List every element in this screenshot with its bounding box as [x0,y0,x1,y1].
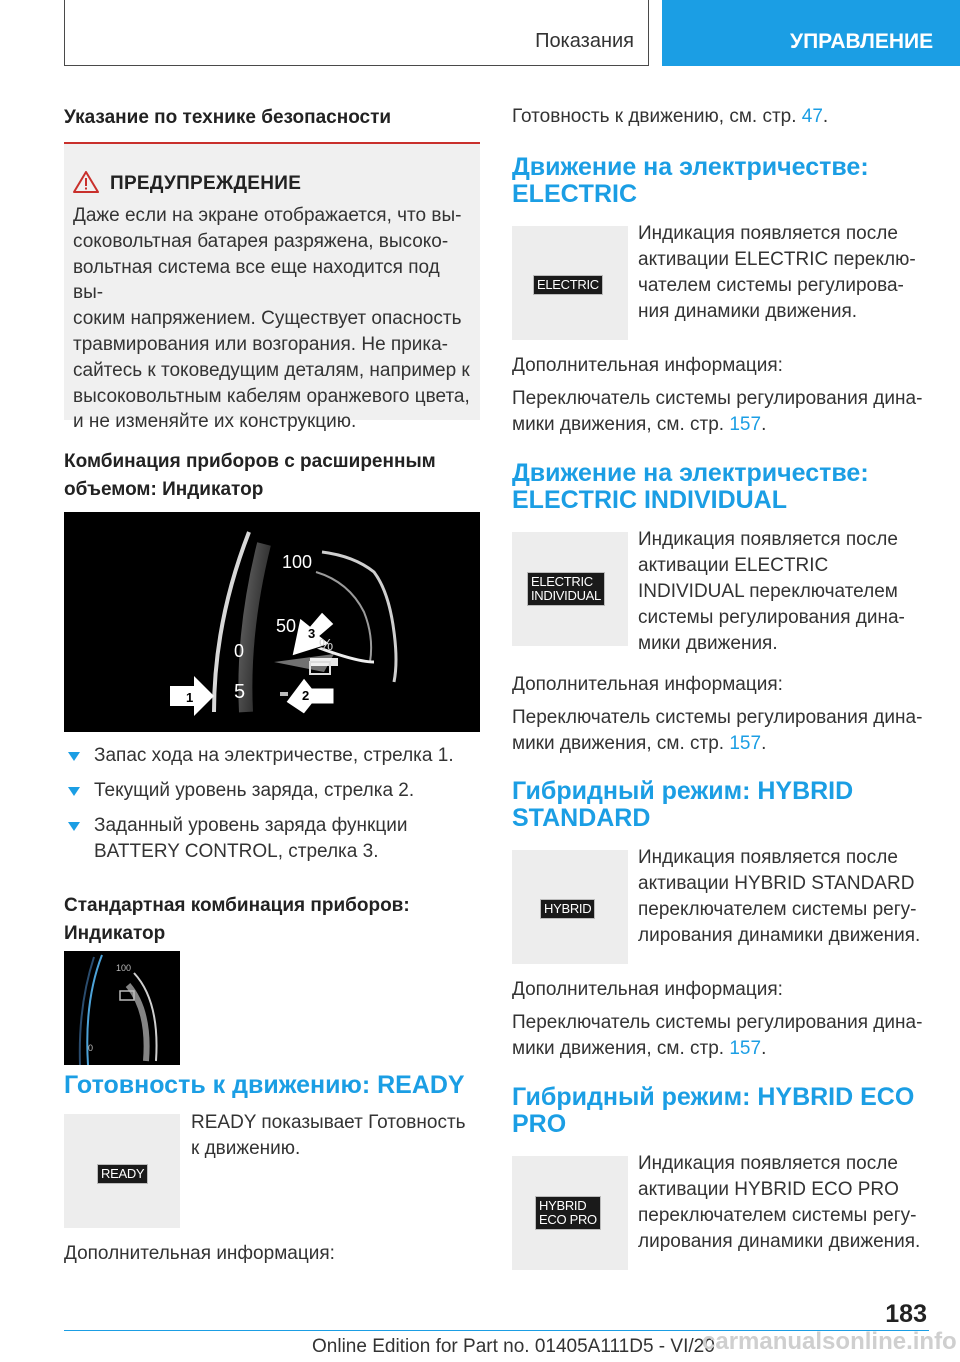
page-link-157[interactable]: 157 [729,414,762,435]
cluster-arrow-3-label: 3 [308,626,316,641]
bullet-triangle-icon [68,822,80,831]
header-section-box [64,0,649,66]
hybrid-more-info: Дополнительная информация: [512,979,783,1000]
cluster-percent: % [319,637,334,654]
individual-badge-line: INDIVIDUAL [531,588,601,603]
cluster-speed-0: 0 [234,641,245,661]
electric-individual-heading [512,460,869,514]
hybrid-eco-pro-badge [535,1196,601,1230]
individual-text-line: системы регулирования дина- [638,607,905,628]
hybrid-heading-line: STANDARD [512,804,651,832]
electric-text-line: ния динамики движения. [638,301,858,322]
electric-heading [512,154,869,208]
standard-cluster-image [64,951,180,1065]
ready-text-line: READY показывает Готовность [191,1112,466,1133]
individual-more-info: Дополнительная информация: [512,674,783,695]
cluster-arrow-1-label: 1 [186,690,194,705]
small-cluster-100: 100 [116,963,132,973]
warning-text [73,203,475,435]
list-item-text: Запас хода на электричестве, стрелка 1. [94,745,454,766]
page-link-157[interactable]: 157 [729,1038,762,1059]
switch-reference-line: мики движения, см. стр. [512,1038,730,1059]
list-item [64,778,480,804]
extended-cluster-image [64,512,480,732]
electric-text-line: Индикация появляется после [638,223,898,244]
period: . [761,1038,767,1059]
electric-indicator-tile [512,226,628,340]
hybrid-eco-pro-text [638,1151,920,1255]
cluster-range: 5 [234,681,246,703]
header-section-title: Показания [535,30,634,52]
individual-text-line: Индикация появляется после [638,529,898,550]
electric-text-line: чателем системы регулирова- [638,275,904,296]
switch-reference-line: Переключатель системы регулирования дина- [512,1012,923,1033]
electric-individual-tile [512,532,628,646]
electric-heading-line: ELECTRIC [512,180,637,208]
combo-heading-line: объемом: Индикатор [64,479,264,500]
small-gauge-graphic [64,951,180,1065]
hybrid-text-line: Индикация появляется после [638,847,898,868]
hybrid-text-line: переключателем системы регу- [638,899,917,920]
hybrid-switch-reference [512,1010,922,1062]
list-item-text: BATTERY CONTROL, стрелка 3. [94,841,379,862]
footer-edition: Online Edition for Part no. 01405A111D5 - VI/20 [312,1336,715,1357]
safety-heading: Указание по технике безопасности [64,107,392,128]
eco-text-line: активации HYBRID ECO PRO [638,1179,899,1200]
ready-heading: Готовность к движению: READY [64,1071,465,1099]
eco-text-line: лирования динамики движения. [638,1231,921,1252]
cluster-speed-100: 100 [282,552,313,572]
hybrid-text-line: активации HYBRID STANDARD [638,873,915,894]
hybrid-badge: HYBRID [540,899,595,919]
list-item [64,813,480,865]
warning-line: травмирования или возгорания. Не прика- [73,333,449,355]
eco-heading-line: PRO [512,1110,567,1138]
left-more-info: Дополнительная информация: [64,1243,335,1264]
electric-badge: ELECTRIC [533,275,603,295]
ready-badge: READY [97,1164,148,1184]
warning-line: и не изменяйте их конструкцию. [73,411,357,433]
warning-line: сайтесь к токоведущим деталям, например к [73,359,470,381]
ready-text-line: к движению. [191,1138,301,1159]
combo-heading-line: Комбинация приборов с расширенным [64,451,436,472]
std-heading-line: Стандартная комбинация приборов: [64,895,410,916]
ready-indicator-tile [64,1114,180,1228]
hybrid-indicator-tile [512,850,628,964]
warning-line: высоковольтным кабелям оранжевого цвета, [73,385,470,407]
list-item [64,743,480,769]
warning-title: ПРЕДУПРЕЖДЕНИЕ [110,173,302,194]
list-item-text: Заданный уровень заряда функции [94,815,408,836]
eco-heading-line: Гибридный режим: HYBRID ECO [512,1083,915,1111]
warning-line: соким напряжением. Существует опасность [73,308,462,330]
switch-reference-line: мики движения, см. стр. [512,733,730,754]
electric-text [638,221,916,325]
individual-text-line: INDIVIDUAL переключателем [638,581,898,602]
warning-triangle-icon [73,171,99,193]
individual-text-line: активации ELECTRIC [638,555,829,576]
warning-line: вольтная система все еще находится под вы- [73,256,440,304]
hybrid-text [638,845,920,949]
electric-individual-text [638,527,905,657]
hybrid-eco-pro-tile [512,1156,628,1270]
cluster-arrow-2-label: 2 [302,688,310,703]
period: . [761,414,767,435]
switch-reference-line: Переключатель системы регулирования дина- [512,388,923,409]
combo-heading [64,448,436,504]
watermark: carmanualsonline.info [702,1328,957,1355]
individual-heading-line: Движение на электричестве: [512,459,869,487]
page-link-47[interactable]: 47 [801,106,823,127]
header-chapter-tab: УПРАВЛЕНИЕ [662,0,960,66]
period: . [761,733,767,754]
std-heading-line: Индикатор [64,923,166,944]
switch-reference-line: Переключатель системы регулирования дина- [512,707,923,728]
ready-text [191,1110,466,1162]
page-number: 183 [885,1300,927,1328]
cluster-speed-50: 50 [276,616,297,636]
warning-box [64,142,480,433]
electric-heading-line: Движение на электричестве: [512,153,869,181]
switch-reference-line: мики движения, см. стр. [512,414,730,435]
list-item-text: Текущий уровень заряда, стрелка 2. [94,780,415,801]
ready-reference [512,104,828,130]
warning-line: соковольтная батарея разряжена, высоко- [73,230,449,252]
eco-badge-line: ECO PRO [539,1212,597,1227]
ready-reference-text: Готовность к движению, см. стр. [512,106,802,127]
eco-text-line: переключателем системы регу- [638,1205,917,1226]
bullet-triangle-icon [68,787,80,796]
hybrid-heading-line: Гибридный режим: HYBRID [512,777,854,805]
cluster-legend-list [64,743,480,874]
electric-individual-badge [527,572,605,606]
page-link-157[interactable]: 157 [729,733,762,754]
individual-badge-line: ELECTRIC [531,574,593,589]
individual-text-line: мики движения. [638,633,778,654]
period: . [822,106,829,127]
warning-line: Даже если на экране отображается, что вы- [73,205,462,226]
electric-more-info: Дополнительная информация: [512,355,783,376]
individual-heading-line: ELECTRIC INDIVIDUAL [512,486,787,514]
electric-switch-reference [512,386,922,438]
small-cluster-0: 0 [88,1043,94,1053]
eco-text-line: Индикация появляется после [638,1153,898,1174]
hybrid-text-line: лирования динамики движения. [638,925,921,946]
hybrid-standard-heading [512,778,853,832]
electric-text-line: активации ELECTRIC переклю- [638,249,916,270]
std-cluster-heading [64,892,410,948]
cluster-gauge-graphic [64,512,480,732]
bullet-triangle-icon [68,752,80,761]
hybrid-eco-pro-heading [512,1084,914,1138]
eco-badge-line: HYBRID [539,1198,587,1213]
individual-switch-reference [512,705,922,757]
